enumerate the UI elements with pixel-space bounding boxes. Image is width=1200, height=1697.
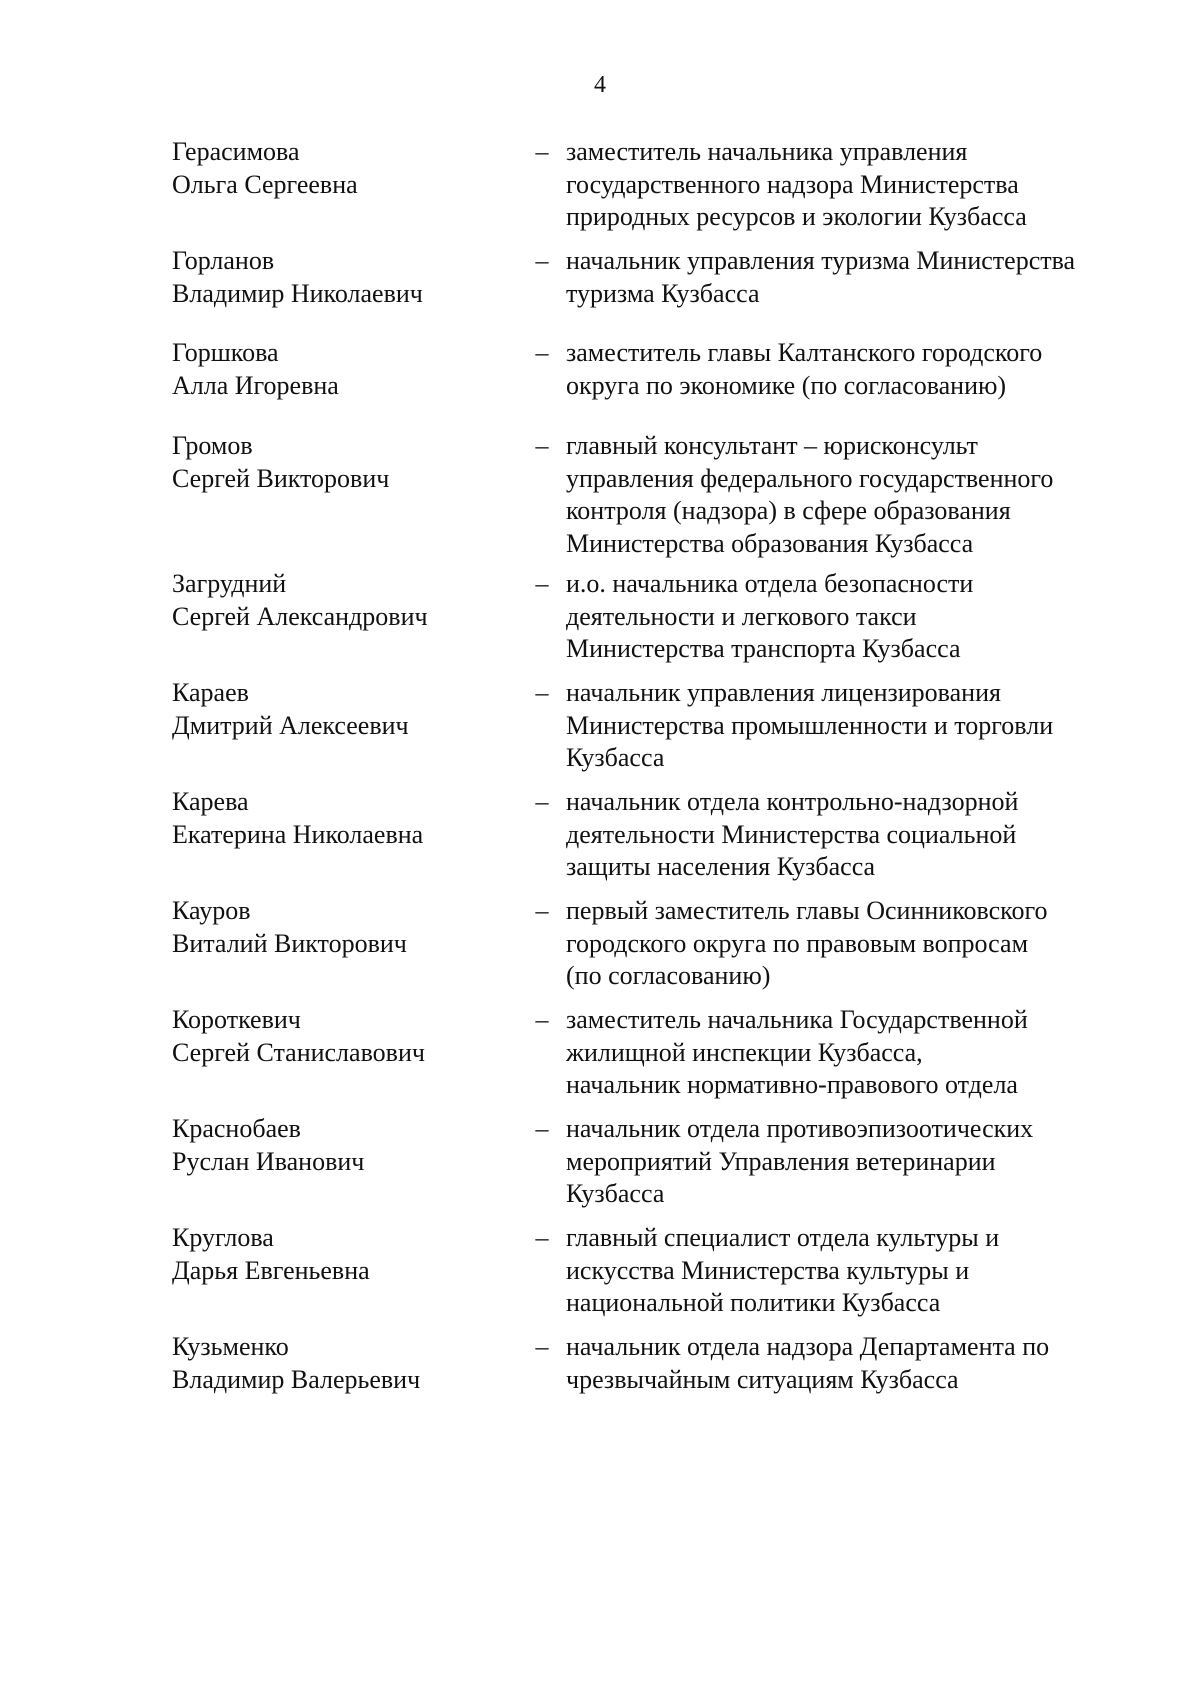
dash-separator: – bbox=[535, 137, 549, 166]
surname: Герасимова bbox=[172, 137, 300, 166]
surname: Краснобаев bbox=[172, 1114, 301, 1143]
dash-separator: – bbox=[535, 678, 549, 707]
given-names: Алла Игоревна bbox=[172, 370, 339, 400]
position-line: главный специалист отдела культуры и bbox=[566, 1223, 1000, 1252]
position-line: округа по экономике (по согласованию) bbox=[566, 370, 1007, 400]
position-line: государственного надзора Министерства bbox=[566, 169, 1019, 199]
position-line: жилищной инспекции Кузбасса, bbox=[566, 1037, 923, 1067]
surname: Горшкова bbox=[172, 338, 279, 367]
position-line: деятельности и легкового такси bbox=[566, 601, 917, 631]
position-line: городского округа по правовым вопросам bbox=[566, 928, 1029, 958]
position-line: первый заместитель главы Осинниковского bbox=[566, 896, 1048, 925]
position-description bbox=[566, 337, 1132, 402]
position-line: начальник отдела контрольно-надзорной bbox=[566, 787, 1019, 816]
position-line: контроля (надзора) в сфере образования bbox=[566, 496, 1011, 525]
position-line: Министерства образования Кузбасса bbox=[566, 528, 974, 558]
position-line: туризма Кузбасса bbox=[566, 278, 760, 308]
given-names: Виталий Викторович bbox=[172, 928, 407, 958]
position-line: чрезвычайным ситуациям Кузбасса bbox=[566, 1364, 959, 1394]
position-line: (по согласованию) bbox=[566, 961, 771, 990]
person-name bbox=[172, 245, 512, 310]
position-line: начальник нормативно-правового отдела bbox=[566, 1070, 1018, 1099]
given-names: Руслан Иванович bbox=[172, 1146, 365, 1176]
given-names: Сергей Александрович bbox=[172, 601, 428, 631]
position-description bbox=[566, 245, 1132, 310]
dash-separator: – bbox=[535, 1005, 549, 1034]
person-name bbox=[172, 677, 512, 742]
position-description bbox=[566, 1004, 1132, 1102]
position-description bbox=[566, 1331, 1132, 1396]
person-name bbox=[172, 1113, 512, 1178]
dash-separator: – bbox=[535, 569, 549, 598]
person-name bbox=[172, 1222, 512, 1287]
surname: Карева bbox=[172, 787, 249, 816]
surname: Горланов bbox=[172, 246, 275, 275]
dash-separator: – bbox=[535, 1332, 549, 1361]
position-description bbox=[566, 786, 1132, 884]
position-line: Министерства транспорта Кузбасса bbox=[566, 634, 961, 663]
position-line: начальник отдела надзора Департамента по bbox=[566, 1332, 1050, 1361]
position-line: заместитель начальника управления bbox=[566, 137, 968, 166]
given-names: Владимир Николаевич bbox=[172, 278, 423, 308]
dash-separator: – bbox=[535, 1114, 549, 1143]
position-line: Кузбасса bbox=[566, 743, 665, 772]
dash-separator: – bbox=[535, 787, 549, 816]
person-name bbox=[172, 1004, 512, 1069]
position-line: заместитель главы Калтанского городского bbox=[566, 338, 1043, 367]
dash-separator: – bbox=[535, 338, 549, 367]
position-line: и.о. начальника отдела безопасности bbox=[566, 569, 974, 598]
position-line: главный консультант – юрисконсульт bbox=[566, 431, 978, 460]
position-line: природных ресурсов и экологии Кузбасса bbox=[566, 202, 1027, 231]
position-line: заместитель начальника Государственной bbox=[566, 1005, 1028, 1034]
given-names: Владимир Валерьевич bbox=[172, 1364, 421, 1394]
given-names: Сергей Викторович bbox=[172, 463, 390, 493]
person-name bbox=[172, 136, 512, 201]
position-description bbox=[566, 136, 1132, 234]
position-line: мероприятий Управления ветеринарии bbox=[566, 1146, 996, 1176]
person-name bbox=[172, 430, 512, 495]
dash-separator: – bbox=[535, 431, 549, 460]
position-description bbox=[566, 568, 1132, 666]
position-line: защиты населения Кузбасса bbox=[566, 852, 876, 881]
person-name bbox=[172, 568, 512, 633]
dash-separator: – bbox=[535, 246, 549, 275]
given-names: Дмитрий Алексеевич bbox=[172, 710, 409, 740]
surname: Загрудний bbox=[172, 569, 287, 598]
given-names: Екатерина Николаевна bbox=[172, 819, 424, 849]
position-line: искусства Министерства культуры и bbox=[566, 1255, 970, 1285]
surname: Кауров bbox=[172, 896, 251, 925]
surname: Кузьменко bbox=[172, 1332, 289, 1361]
given-names: Ольга Сергеевна bbox=[172, 169, 358, 199]
person-name bbox=[172, 1331, 512, 1396]
person-name bbox=[172, 786, 512, 851]
position-description bbox=[566, 1113, 1132, 1211]
page-number: 4 bbox=[594, 72, 606, 98]
position-description bbox=[566, 1222, 1132, 1320]
position-description bbox=[566, 677, 1132, 775]
position-description bbox=[566, 895, 1132, 993]
position-line: начальник управления лицензирования bbox=[566, 678, 1001, 707]
dash-separator: – bbox=[535, 1223, 549, 1252]
surname: Караев bbox=[172, 678, 249, 707]
position-line: Министерства промышленности и торговли bbox=[566, 710, 1054, 740]
person-name bbox=[172, 337, 512, 402]
person-name bbox=[172, 895, 512, 960]
position-line: управления федерального государственного bbox=[566, 463, 1054, 493]
position-line: национальной политики Кузбасса bbox=[566, 1288, 941, 1317]
position-line: начальник управления туризма Министерства bbox=[566, 246, 1076, 275]
surname: Короткевич bbox=[172, 1005, 301, 1034]
position-description bbox=[566, 430, 1132, 560]
position-line: начальник отдела противоэпизоотических bbox=[566, 1114, 1034, 1143]
position-line: деятельности Министерства социальной bbox=[566, 819, 1017, 849]
dash-separator: – bbox=[535, 896, 549, 925]
given-names: Сергей Станиславович bbox=[172, 1037, 425, 1067]
position-line: Кузбасса bbox=[566, 1179, 665, 1208]
surname: Громов bbox=[172, 431, 253, 460]
given-names: Дарья Евгеньевна bbox=[172, 1255, 370, 1285]
surname: Круглова bbox=[172, 1223, 274, 1252]
